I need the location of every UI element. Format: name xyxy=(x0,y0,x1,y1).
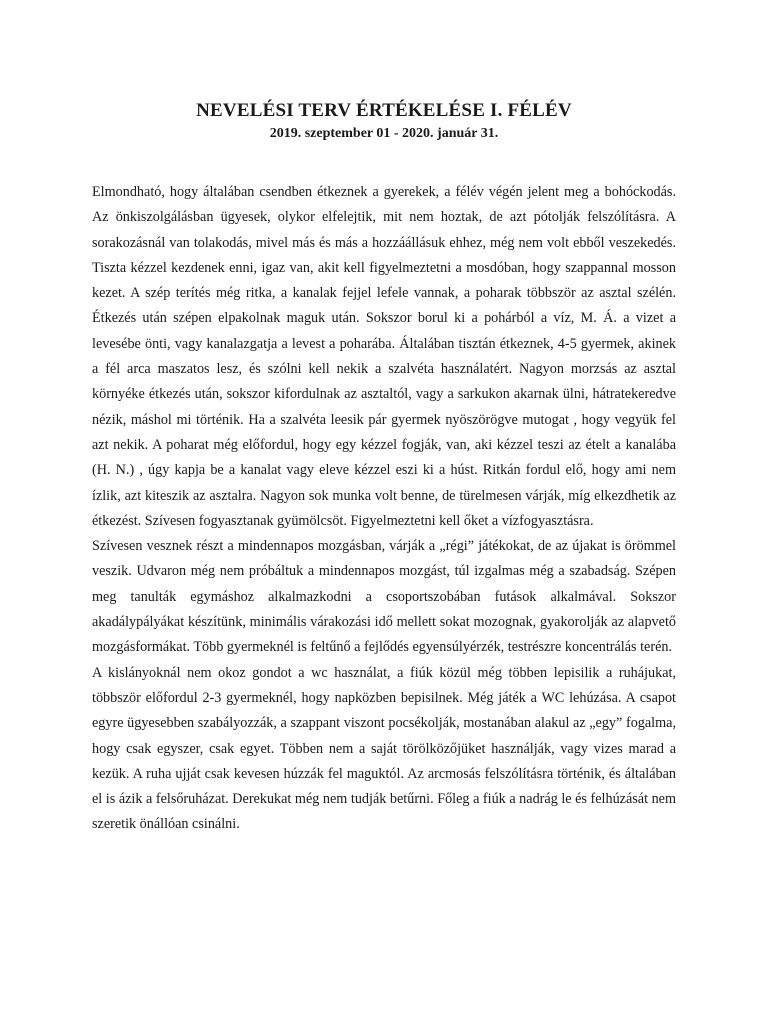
document-title: NEVELÉSI TERV ÉRTÉKELÉSE I. FÉLÉV xyxy=(196,100,572,121)
paragraph-eating: Elmondható, hogy általában csendben étkeznek a gyerekek, a félév végén jelent meg a bohóckodás. Az önkiszolgálásban ügyesek, olykor elfelejtik, mit nem hoztak, de azt pótolják felszólításra. A sorakozásnál van tolakodás, mivel más és más a hozzáállásuk ehhez, még nem volt ebből veszekedés. Tiszta kézzel kezdenek enni, igaz van, akit kell figyelmeztetni a mosdóban, hogy szappannal mosson kezet. A szép terítés még ritka, a kanalak fejjel lefele vannak, a poharak többször az asztal szélén. Étkezés után szépen elpakolnak maguk után. Sokszor borul ki a pohárból a víz, M. Á. a vizet a levesébe önti, vagy kanalazgatja a levest a poharába. Általában tisztán étkeznek, 4-5 gyermek, akinek a fél arca maszatos lesz, és szólni kell nekik a szalvéta használatért. Nagyon morzsás az asztal környéke étkezés után, sokszor kifordulnak az asztaltól, vagy a sarkukon akarnak ülni, hátratekeredve nézik, máshol mi történik. Ha a szalvéta leesik pár gyermek nyöszörögve mutogat , hogy vegyük fel azt nekik. A poharat még előfordul, hogy egy kézzel fogják, van, aki kézzel teszi az ételt a kanalába (H. N.) , úgy kapja be a kanalat vagy eleve kézzel eszi ki a húst. Ritkán fordul elő, hogy ami nem ízlik, azt kiteszik az asztalra. Nagyon sok munka volt benne, de türelmesen várják, míg elkezdhetik az étkezést. Szívesen fogyasztanak gyümölcsöt. Figyelmeztetni kell őket a vízfogyasztásra. xyxy=(92,184,676,529)
document-date-range: 2019. szeptember 01 - 2020. január 31. xyxy=(269,126,499,141)
document-body xyxy=(92,180,676,838)
paragraph-hygiene: A kislányoknál nem okoz gondot a wc használat, a fiúk közül még többen lepisilik a ruhájukat, többször előfordul 2-3 gyermeknél, hogy napközben bepisilnek. Még játék a WC lehúzása. A csapot egyre ügyesebben szabályozzák, a szappant viszont pocsékolják, mostanában alakul az „egy” fogalma, hogy csak egyszer, csak egyet. Többen nem a saját törölközőjüket használják, vagy vizes marad a kezük. A ruha ujját csak kevesen húzzák fel maguktól. Az arcmosás felszólításra történik, és általában el is ázik a felsőruházat. Derekukat még nem tudják betűrni. Főleg a fiúk a nadrág le és felhúzását nem szeretik önállóan csinálni. xyxy=(92,664,676,833)
paragraph-movement: Szívesen vesznek részt a mindennapos mozgásban, várják a „régi” játékokat, de az újakat is örömmel veszik. Udvaron még nem próbáltuk a mindennapos mozgást, túl izgalmas még a szabadság. Szépen meg tanulták egymáshoz alkalmazkodni a csoportszobában futások alkalmával. Sokszor akadálypályákat készítünk, minimális várakozási idő mellett sokat mozognak, gyakorolják az alapvető mozgásformákat. Több gyermeknél is feltűnő a fejlődés egyensúlyérzék, testrészre koncentrálás terén. xyxy=(92,538,676,656)
